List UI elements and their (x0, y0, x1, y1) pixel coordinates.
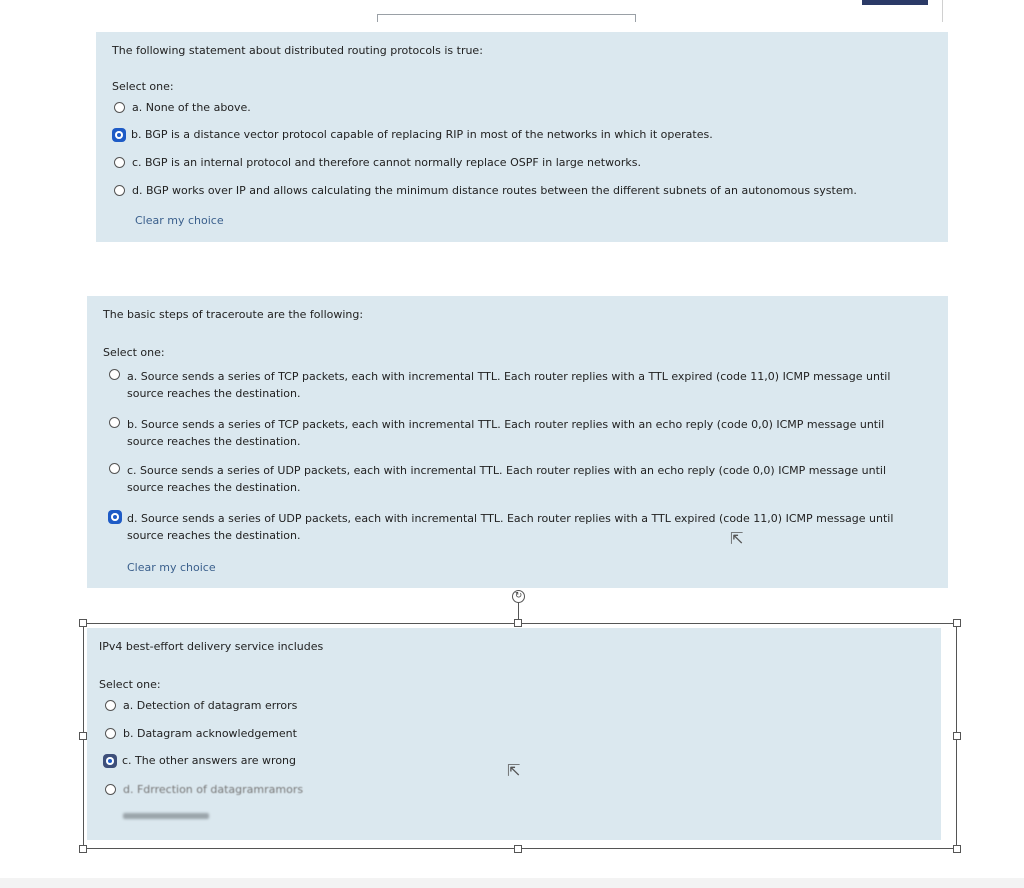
mouse-cursor-icon: ⇱ (507, 761, 521, 780)
question-2-select-label: Select one: (103, 346, 165, 359)
question-1-prompt: The following statement about distributed routing protocols is true: (112, 44, 483, 57)
question-2-option-c[interactable] (109, 462, 917, 496)
question-3-select-label: Select one: (99, 678, 161, 691)
question-2-clear-choice-link[interactable]: Clear my choice (127, 561, 216, 574)
option-label: c. BGP is an internal protocol and therefore cannot normally replace OSPF in large networks. (132, 156, 641, 169)
option-label: b. BGP is a distance vector protocol capable of replacing RIP in most of the networks in which it operates. (131, 128, 713, 141)
radio-icon[interactable] (109, 417, 120, 428)
selection-frame[interactable] (83, 623, 957, 849)
bottom-status-strip (0, 878, 1024, 888)
rotate-icon[interactable]: ↻ (512, 590, 525, 603)
radio-icon[interactable] (114, 102, 125, 113)
question-2-prompt: The basic steps of traceroute are the following: (103, 308, 364, 321)
top-divider (942, 0, 943, 22)
resize-handle-right[interactable] (953, 732, 961, 740)
question-2-option-d[interactable] (108, 510, 917, 548)
radio-selected-icon[interactable] (112, 128, 126, 142)
option-label: c. The other answers are wrong (122, 754, 297, 767)
radio-selected-icon[interactable] (108, 510, 122, 524)
option-label: b. Source sends a series of TCP packets, each with incremental TTL. Each router replies with an echo reply (code 0,0) ICMP message until source reaches the destination. (127, 418, 885, 448)
top-navy-button-edge[interactable] (862, 0, 928, 5)
option-label: a. Detection of datagram errors (123, 699, 298, 712)
question-1-panel (96, 32, 948, 242)
question-3-prompt: IPv4 best-effort delivery service includes (99, 640, 324, 653)
question-2-panel (87, 296, 948, 588)
question-1-select-label: Select one: (112, 80, 174, 93)
top-input-field-edge[interactable] (377, 14, 636, 22)
question-1-clear-choice-link[interactable]: Clear my choice (135, 214, 224, 227)
option-label: b. Datagram acknowledgement (123, 727, 297, 740)
question-1-option-d[interactable] (114, 184, 922, 198)
question-2-option-a[interactable] (109, 368, 917, 402)
resize-handle-top[interactable] (514, 619, 522, 627)
radio-icon[interactable] (114, 157, 125, 168)
radio-icon[interactable] (114, 185, 125, 196)
resize-handle-bottom-left[interactable] (79, 845, 87, 853)
resize-handle-bottom-right[interactable] (953, 845, 961, 853)
option-label: a. Source sends a series of TCP packets, each with incremental TTL. Each router replies with a TTL expired (code 11,0) ICMP message until source reaches the destination. (127, 370, 891, 400)
resize-handle-top-right[interactable] (953, 619, 961, 627)
question-2-option-b[interactable] (109, 416, 917, 450)
mouse-cursor-icon: ⇱ (730, 529, 744, 548)
radio-icon[interactable] (109, 463, 120, 474)
radio-icon[interactable] (109, 369, 120, 380)
question-1-option-c[interactable] (114, 156, 922, 170)
option-label: d. Fdrrection of datagramramors (123, 783, 304, 796)
option-label: d. Source sends a series of UDP packets, each with incremental TTL. Each router replies with a TTL expired (code 11,0) ICMP message until source reaches the destination. (127, 512, 894, 542)
option-label: c. Source sends a series of UDP packets, each with incremental TTL. Each router replies with an echo reply (code 0,0) ICMP message until source reaches the destination. (127, 464, 887, 494)
option-label: d. BGP works over IP and allows calculating the minimum distance routes between the different subnets of an autonomous system. (132, 184, 857, 197)
question-1-option-b[interactable] (112, 128, 921, 142)
option-label: a. None of the above. (132, 101, 251, 114)
question-1-option-a[interactable] (114, 101, 922, 115)
resize-handle-left[interactable] (79, 732, 87, 740)
resize-handle-top-left[interactable] (79, 619, 87, 627)
resize-handle-bottom[interactable] (514, 845, 522, 853)
